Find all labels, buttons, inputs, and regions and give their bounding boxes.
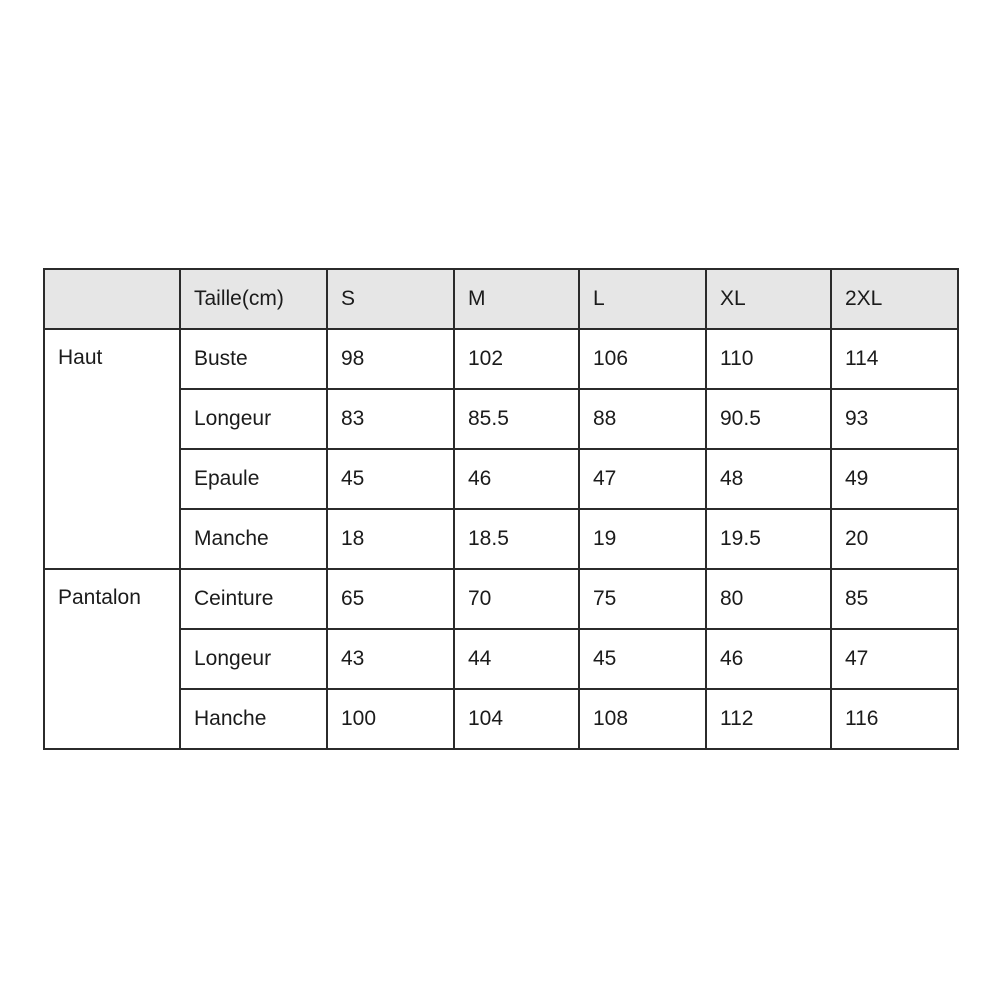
measure-value: 45 (579, 629, 706, 689)
header-size-l: L (579, 269, 706, 329)
table-row (44, 389, 958, 449)
measure-label: Hanche (180, 689, 327, 749)
measure-value: 20 (831, 509, 958, 569)
measure-value: 88 (579, 389, 706, 449)
table-row (44, 449, 958, 509)
measure-value: 46 (454, 449, 579, 509)
group-label-haut: Haut (44, 329, 180, 569)
measure-value: 85.5 (454, 389, 579, 449)
measure-value: 108 (579, 689, 706, 749)
size-chart-table (43, 268, 959, 750)
header-taille-cell: Taille(cm) (180, 269, 327, 329)
measure-value: 100 (327, 689, 454, 749)
measure-value: 110 (706, 329, 831, 389)
measure-value: 45 (327, 449, 454, 509)
table-row (44, 329, 958, 389)
table-row (44, 689, 958, 749)
measure-value: 85 (831, 569, 958, 629)
measure-value: 65 (327, 569, 454, 629)
table-row (44, 509, 958, 569)
measure-value: 18.5 (454, 509, 579, 569)
header-corner-cell (44, 269, 180, 329)
measure-value: 116 (831, 689, 958, 749)
measure-label: Longeur (180, 389, 327, 449)
size-chart-container (43, 268, 959, 750)
measure-value: 19.5 (706, 509, 831, 569)
header-size-xl: XL (706, 269, 831, 329)
header-size-s: S (327, 269, 454, 329)
measure-value: 102 (454, 329, 579, 389)
measure-label: Epaule (180, 449, 327, 509)
table-row (44, 569, 958, 629)
measure-label: Ceinture (180, 569, 327, 629)
measure-value: 112 (706, 689, 831, 749)
table-row (44, 629, 958, 689)
measure-label: Longeur (180, 629, 327, 689)
measure-value: 98 (327, 329, 454, 389)
measure-value: 75 (579, 569, 706, 629)
group-label-pantalon: Pantalon (44, 569, 180, 749)
measure-value: 44 (454, 629, 579, 689)
measure-value: 47 (579, 449, 706, 509)
measure-value: 49 (831, 449, 958, 509)
measure-value: 104 (454, 689, 579, 749)
header-row (44, 269, 958, 329)
measure-value: 48 (706, 449, 831, 509)
measure-value: 80 (706, 569, 831, 629)
measure-value: 70 (454, 569, 579, 629)
measure-value: 46 (706, 629, 831, 689)
measure-value: 83 (327, 389, 454, 449)
measure-value: 106 (579, 329, 706, 389)
measure-value: 18 (327, 509, 454, 569)
measure-value: 93 (831, 389, 958, 449)
measure-value: 47 (831, 629, 958, 689)
header-size-2xl: 2XL (831, 269, 958, 329)
measure-label: Manche (180, 509, 327, 569)
header-size-m: M (454, 269, 579, 329)
measure-value: 19 (579, 509, 706, 569)
measure-value: 90.5 (706, 389, 831, 449)
measure-value: 114 (831, 329, 958, 389)
measure-value: 43 (327, 629, 454, 689)
measure-label: Buste (180, 329, 327, 389)
